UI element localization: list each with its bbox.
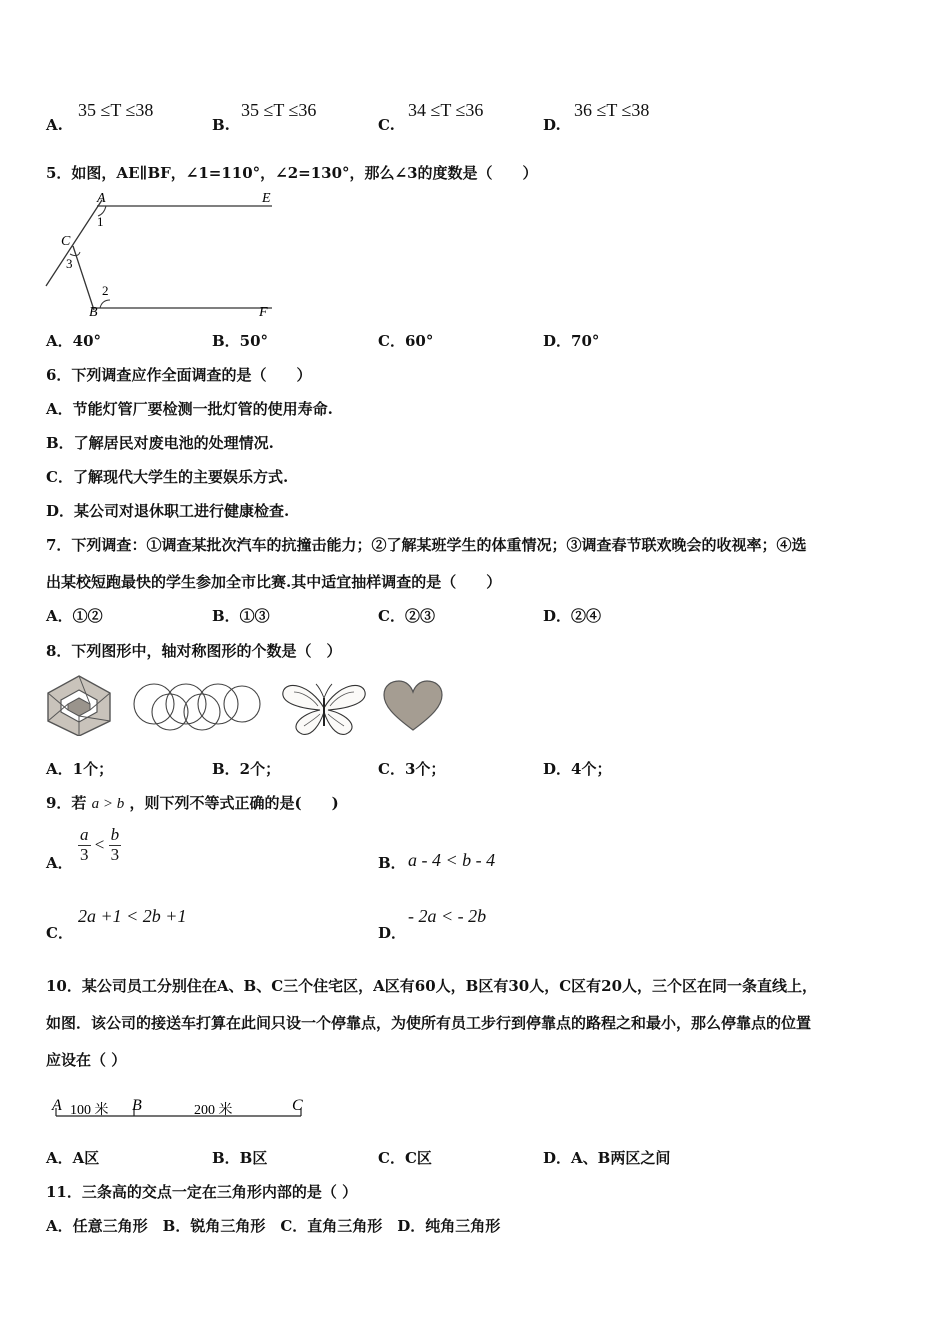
q5-label-2: 2 [102,283,109,298]
q8-figure-heart [382,680,444,732]
q10-distance-bc: 200 米 [194,1103,233,1118]
q9-option-b-formula: a - 4 < b - 4 [408,850,496,870]
q9-option-c-formula: 2a +1 < 2b +1 [78,906,187,926]
q6-stem: 6．下列调查应作全面调查的是（ ） [46,366,312,384]
q5-label-f: F [259,305,268,320]
q9-stem-prefix: 9．若 [46,794,87,812]
q10-figure [48,1092,318,1126]
q5-label-3: 3 [66,256,73,271]
q9-option-d-formula: - 2a < - 2b [408,906,487,926]
q10-label-b: B [132,1097,142,1114]
q4-option-a-letter: A. [46,116,63,134]
q9-option-a-letter: A． [46,854,73,872]
q5-label-1: 1 [97,214,104,229]
q5-option-b: B．50° [212,332,269,350]
q7-option-c: C．②③ [378,607,435,625]
q7-stem-line1: 7．下列调查：①调查某批次汽车的抗撞击能力；②了解某班学生的体重情况；③调查春节联欢晚会的收视率；④选 [46,536,807,554]
q8-option-a: A．1个； [46,760,114,778]
q11-options: A．任意三角形 B．锐角三角形 C．直角三角形 D．纯角三角形 [46,1217,501,1235]
q10-option-b: B．B区 [212,1149,268,1167]
q9-option-a-formula [78,826,121,864]
q4-option-a-formula: 35 ≤T ≤38 [78,100,154,120]
q9-a-num-right: b [110,825,120,844]
q8-option-b: B．2个； [212,760,281,778]
q9-condition: a > b [91,796,125,812]
q6-option-b: B．了解居民对废电池的处理情况. [46,434,274,452]
q10-distance-ab: 100 米 [70,1103,109,1118]
q5-stem: 5．如图，AE∥BF，∠1=110°，∠2=130°，那么∠3的度数是（ ） [46,164,538,182]
q9-option-b-letter: B． [378,854,406,872]
q4-option-c-letter: C. [378,116,395,134]
q7-option-b: B．①③ [212,607,270,625]
q9-a-num-left: a [80,825,89,844]
q9-a-den-left: 3 [80,844,89,864]
q6-option-c: C．了解现代大学生的主要娱乐方式. [46,468,289,486]
q8-option-d: D．4个； [543,760,612,778]
q5-option-a: A．40° [46,332,102,350]
q10-label-a: A [52,1097,62,1114]
q5-label-e: E [262,191,271,206]
q9-stem-suffix: ，则下列不等式正确的是( ) [129,794,339,812]
q4-option-b-letter: B. [212,116,230,134]
q8-figure-hexagon-knot [44,674,114,736]
q8-figure-butterfly [280,678,368,738]
q9-option-d-letter: D． [378,924,407,942]
q10-label-c: C [292,1097,303,1114]
q7-stem-line2: 出某校短跑最快的学生参加全市比赛.其中适宜抽样调查的是（ ） [46,573,502,591]
q8-stem: 8．下列图形中，轴对称图形的个数是（ ） [46,642,342,660]
q5-label-a: A [97,191,106,206]
q4-option-d-letter: D. [543,116,561,134]
q4-option-c-formula: 34 ≤T ≤36 [408,100,484,120]
q10-stem-line3: 应设在（ ） [46,1051,127,1069]
q8-figure-rings [130,680,262,734]
q9-stem [46,792,339,813]
q5-label-c: C [61,234,71,249]
q10-option-c: C．C区 [378,1149,432,1167]
q5-figure [40,188,280,320]
q6-option-d: D．某公司对退休职工进行健康检查. [46,502,290,520]
q10-option-d: D．A、B两区之间 [543,1149,671,1167]
q5-option-d: D．70° [543,332,600,350]
q10-stem-line1: 10．某公司员工分别住在A、B、C三个住宅区，A区有60人，B区有30人，C区有20人，三个区在同一条直线上， [46,977,818,995]
q9-a-den-right: 3 [110,844,120,864]
q9-option-c-letter: C． [46,924,73,942]
q9-a-op: < [94,835,105,855]
q10-option-a: A．A区 [46,1149,100,1167]
q4-option-d-formula: 36 ≤T ≤38 [574,100,650,120]
q5-label-b: B [89,305,98,320]
q10-stem-line2: 如图．该公司的接送车打算在此间只设一个停靠点，为使所有员工步行到停靠点的路程之和最小，那么停靠点的位置 [46,1014,812,1032]
q8-option-c: C．3个； [378,760,446,778]
q11-stem: 11．三条高的交点一定在三角形内部的是（ ） [46,1183,358,1201]
q4-option-b-formula: 35 ≤T ≤36 [241,100,317,120]
q7-option-a: A．①② [46,607,103,625]
q7-option-d: D．②④ [543,607,602,625]
q6-option-a: A．节能灯管厂要检测一批灯管的使用寿命. [46,400,333,418]
q5-option-c: C．60° [378,332,434,350]
